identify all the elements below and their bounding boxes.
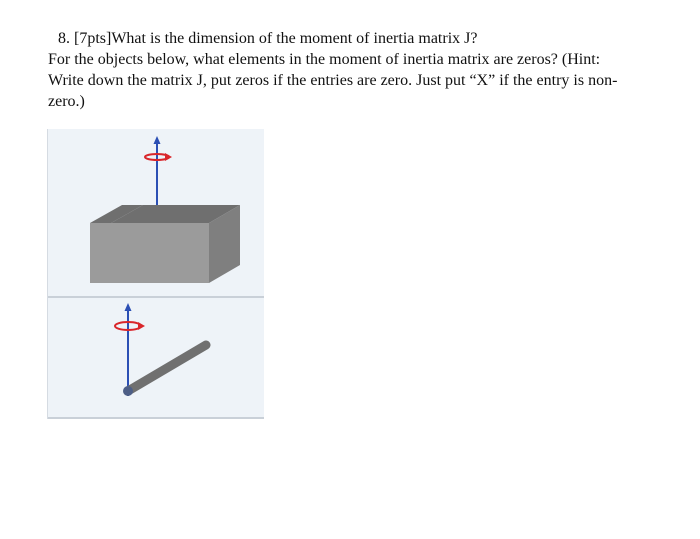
box-front-face bbox=[90, 223, 209, 283]
question-line-4: zero.) bbox=[48, 93, 85, 110]
box-panel bbox=[48, 129, 264, 296]
box-axis-arrowhead bbox=[154, 136, 161, 144]
inertia-figure bbox=[47, 129, 264, 419]
question-text bbox=[48, 28, 668, 112]
figure-bottom-edge bbox=[48, 417, 264, 419]
question-line-3: Write down the matrix J, put zeros if the entries are zero. Just put “X” if the entry is non- bbox=[48, 72, 618, 89]
question-line-1: 8. [7pts]What is the dimension of the moment of inertia matrix J? bbox=[58, 30, 478, 47]
rod-rotation-arrowhead bbox=[138, 322, 145, 330]
box-illustration bbox=[48, 129, 264, 296]
rod-axis-arrowhead bbox=[125, 303, 132, 311]
rod-pivot bbox=[123, 386, 133, 396]
box-rotation-arrowhead bbox=[165, 153, 172, 161]
rod-illustration bbox=[48, 298, 264, 417]
rod-body bbox=[128, 345, 206, 391]
question-line-2: For the objects below, what elements in the moment of inertia matrix are zeros? (Hint: bbox=[48, 51, 601, 68]
rod-panel bbox=[48, 298, 264, 417]
